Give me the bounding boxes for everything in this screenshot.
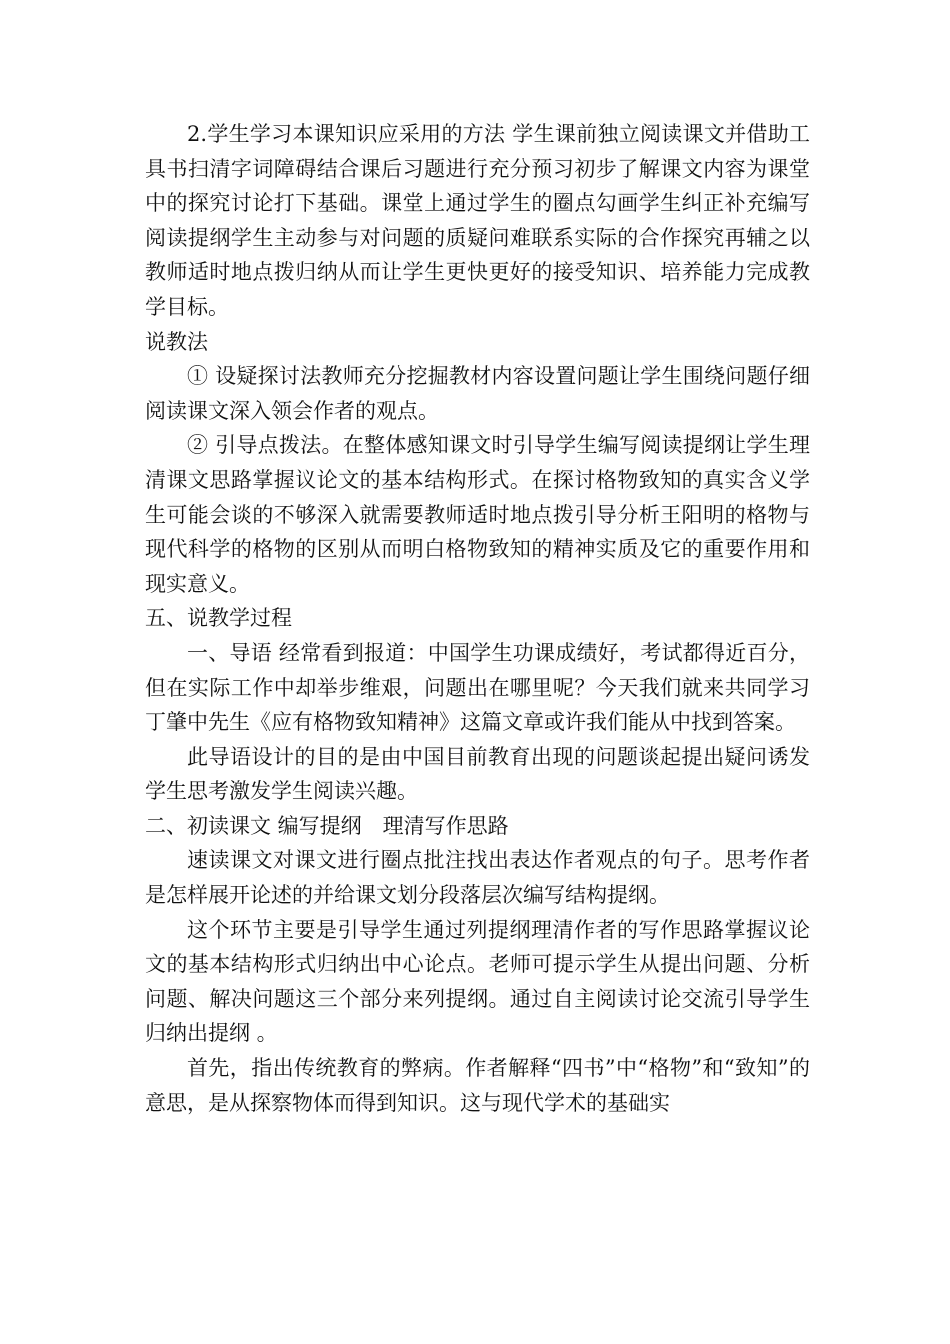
heading-first-reading: 二、初读课文 编写提纲 理清写作思路: [145, 813, 509, 838]
paragraph-introduction-purpose: 此导语设计的目的是由中国目前教育出现的问题谈起提出疑问诱发学生思考激发学生阅读兴趣。: [145, 744, 810, 804]
paragraph-learning-method: 2.学生学习本课知识应采用的方法 学生课前独立阅读课文并借助工具书扫清字词障碍结合课后习题进行充分预习初步了解课文内容为课堂中的探究讨论打下基础。课堂上通过学生的圈点勾画学生纠正补充编写阅读提纲学生主动参与对问题的质疑问难联系实际的合作探究再辅之以教师适时地点拨归纳从而让学生更快更好的接受知识、培养能力完成教学目标。: [145, 122, 810, 319]
heading-teaching-process: 五、说教学过程: [145, 606, 292, 631]
paragraph-outline-guidance: 这个环节主要是引导学生通过列提纲理清作者的写作思路掌握议论文的基本结构形式归纳出中心论点。老师可提示学生从提出问题、分析问题、解决问题这三个部分来列提纲。通过自主阅读讨论交流引导学生归纳出提纲 。: [145, 917, 810, 1046]
paragraph-traditional-education: 首先，指出传统教育的弊病。作者解释“四书”中“格物”和“致知”的意思，是从探察物体而得到知识。这与现代学术的基础实: [145, 1056, 810, 1115]
paragraph-method-guidance: ② 引导点拨法。在整体感知课文时引导学生编写阅读提纲让学生理清课文思路掌握议论文的基本结构形式。在探讨格物致知的真实含义学生可能会谈的不够深入就需要教师适时地点拨引导分析王阳明的格物与现代科学的格物的区别从而明白格物致知的精神实质及它的重要作用和现实意义。: [145, 433, 810, 596]
heading-teaching-method: 说教法: [145, 329, 208, 354]
paragraph-method-questioning: ① 设疑探讨法教师充分挖掘教材内容设置问题让学生围绕问题仔细阅读课文深入领会作者的观点。: [145, 364, 810, 423]
document-body: [145, 117, 810, 1120]
paragraph-introduction: 一、导语 经常看到报道：中国学生功课成绩好，考试都得近百分，但在实际工作中却举步维艰，问题出在哪里呢？今天我们就来共同学习丁肇中先生《应有格物致知精神》这篇文章或许我们能从中找到答案。: [145, 640, 810, 735]
paragraph-speed-reading: 速读课文对课文进行圈点批注找出表达作者观点的句子。思考作者是怎样展开论述的并给课文划分段落层次编写结构提纲。: [145, 848, 810, 908]
